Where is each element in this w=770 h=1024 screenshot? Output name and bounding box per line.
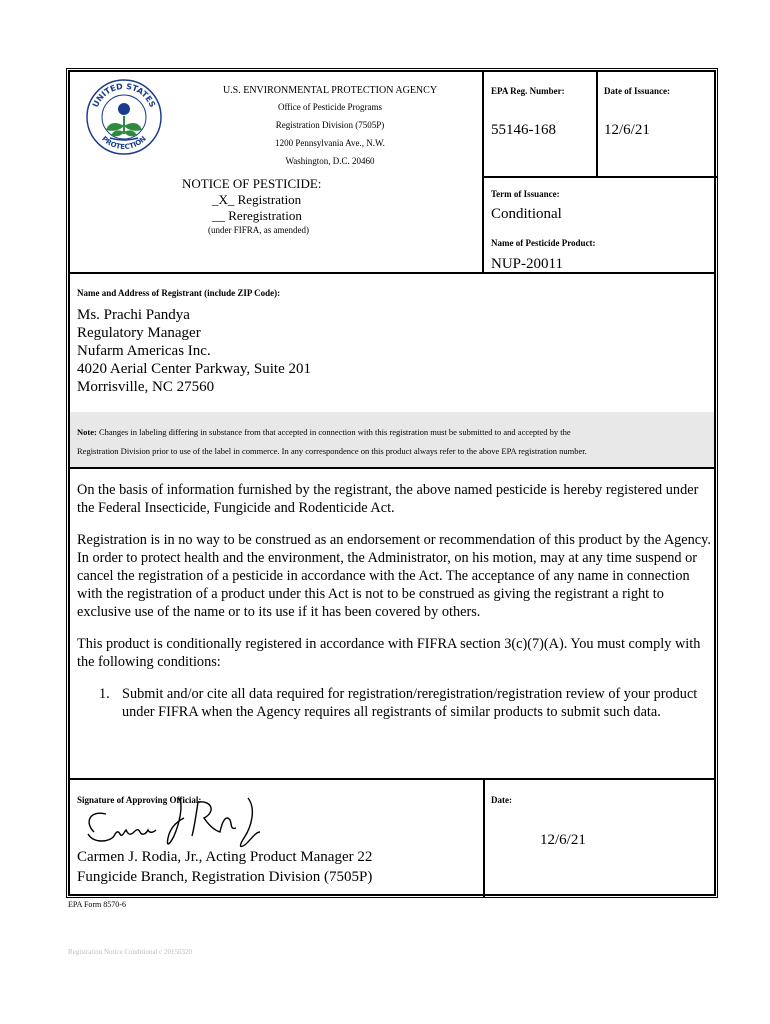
note-line-1: Changes in labeling differing in substance from that accepted in connection with this registration must be submitted to and accepted by the: [98, 427, 571, 437]
notice-under: (under FIFRA, as amended): [208, 225, 309, 235]
term-label: Term of Issuance:: [491, 189, 560, 199]
signature-date-value: 12/6/21: [540, 832, 586, 848]
condition-number: 1.: [99, 686, 110, 702]
signature-label: Signature of Approving Official:: [77, 795, 202, 805]
signatory-division: Fungicide Branch, Registration Division (7505P): [77, 869, 373, 885]
reg-number-label: EPA Reg. Number:: [491, 86, 565, 96]
notice-reregistration: __ Reregistration: [212, 208, 302, 223]
notice-form-frame: [68, 70, 716, 896]
seal-top-text: UNITED STATES: [90, 81, 158, 109]
body-paragraph-2: Registration is in no way to be construed as an endorsement or recommendation of this product by the Agency. In order to protect health and the environment, the Administrator, on his motion, may at any time suspend or cancel the registration of a pesticide in accordance with the Act. The acceptance of any name in connection with the registration of a product under this Act is not to be construed as giving the registrant a right to exclusive use of the name or to its use if it has been covered by others.: [77, 532, 711, 620]
registrant-address: [77, 306, 311, 396]
date-of-issuance-label: Date of Issuance:: [604, 86, 670, 96]
registrant-line: Ms. Prachi Pandya: [77, 307, 190, 323]
signatory-name: Carmen J. Rodia, Jr., Acting Product Manager 22: [77, 849, 373, 865]
body-paragraph-1: On the basis of information furnished by the registrant, the above named pesticide is hereby registered under the Federal Insecticide, Fungicide and Rodenticide Act.: [77, 482, 699, 516]
note-text: [77, 423, 707, 461]
agency-city: Washington, D.C. 20460: [285, 156, 375, 166]
registrant-label: Name and Address of Registrant (include ZIP Code):: [77, 288, 281, 298]
agency-street: 1200 Pennsylvania Ave., N.W.: [275, 138, 385, 148]
registrant-line: Regulatory Manager: [77, 325, 201, 341]
term-value: Conditional: [491, 206, 562, 222]
notice-registration: _X_ Registration: [212, 192, 302, 207]
handwritten-signature: [80, 792, 280, 852]
agency-division: Registration Division (7505P): [275, 120, 385, 130]
epa-form-number: EPA Form 8570-6: [68, 900, 126, 909]
product-name-label: Name of Pesticide Product:: [491, 238, 596, 248]
body-paragraph-3: This product is conditionally registered in accordance with FIFRA section 3(c)(7)(A). You must comply with the following conditions:: [77, 636, 701, 670]
note-line-2: Registration Division prior to use of the label in commerce. In any correspondence on this product always refer to the above EPA registration number.: [77, 446, 587, 456]
condition-text: Submit and/or cite all data required for registration/reregistration/registration review of your product under FIFRA when the Agency requires all registrants of similar products to submit such data.: [122, 686, 698, 720]
agency-name: U.S. ENVIRONMENTAL PROTECTION AGENCY: [222, 85, 438, 96]
registrant-line: Morrisville, NC 27560: [77, 379, 215, 395]
signature-icon: [80, 792, 280, 852]
registrant-line: 4020 Aerial Center Parkway, Suite 201: [77, 361, 311, 377]
note-label: Note:: [77, 427, 97, 437]
signature-date-label: Date:: [491, 795, 512, 805]
notice-body: [77, 481, 713, 721]
product-name-value: NUP-20011: [491, 256, 563, 272]
footer-watermark: Registration Notice Conditional c 20150320: [68, 948, 193, 956]
agency-office: Office of Pesticide Programs: [277, 102, 383, 112]
seal-bottom-text: PROTECTION: [100, 134, 148, 152]
reg-number-value: 55146-168: [491, 122, 556, 138]
notice-title: NOTICE OF PESTICIDE:: [182, 176, 322, 191]
date-of-issuance-value: 12/6/21: [604, 122, 650, 138]
condition-item: [77, 685, 713, 721]
registrant-line: Nufarm Americas Inc.: [77, 343, 211, 359]
